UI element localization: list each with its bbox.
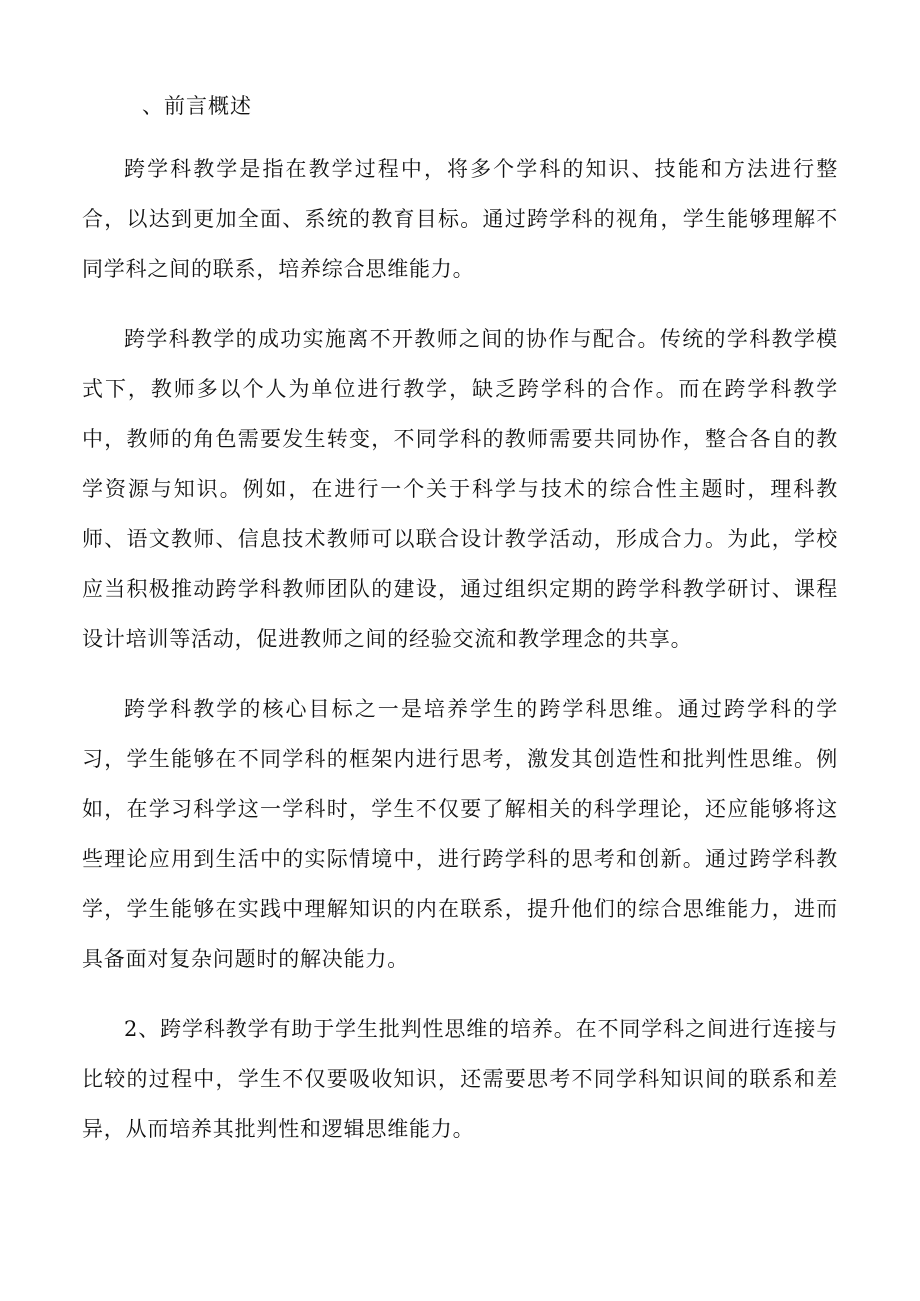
paragraph-4: 2、跨学科教学有助于学生批判性思维的培养。在不同学科之间进行连接与比较的过程中，学生不仅要吸收知识，还需要思考不同学科知识间的联系和差异，从而培养其批判性和逻辑思维能力。 (82, 1017, 838, 1141)
paragraph-1: 跨学科教学是指在教学过程中，将多个学科的知识、技能和方法进行整合，以达到更加全面、系统的教育目标。通过跨学科的视角，学生能够理解不同学科之间的联系，培养综合思维能力。 (82, 157, 838, 281)
section-heading: 、前言概述 (142, 94, 252, 118)
paragraph-2: 跨学科教学的成功实施离不开教师之间的协作与配合。传统的学科教学模式下，教师多以个人为单位进行教学，缺乏跨学科的合作。而在跨学科教学中，教师的角色需要发生转变，不同学科的教师需要共同协作，整合各自的教学资源与知识。例如，在进行一个关于科学与技术的综合性主题时，理科教师、语文教师、信息技术教师可以联合设计教学活动，形成合力。为此，学校应当积极推动跨学科教师团队的建设，通过组织定期的跨学科教学研讨、课程设计培训等活动，促进教师之间的经验交流和教学理念的共享。 (82, 327, 838, 651)
paragraph-3: 跨学科教学的核心目标之一是培养学生的跨学科思维。通过跨学科的学习，学生能够在不同学科的框架内进行思考，激发其创造性和批判性思维。例如，在学习科学这一学科时，学生不仅要了解相关的科学理论，还应能够将这些理论应用到生活中的实际情境中，进行跨学科的思考和创新。通过跨学科教学，学生能够在实践中理解知识的内在联系，提升他们的综合思维能力，进而具备面对复杂问题时的解决能力。 (82, 697, 838, 971)
